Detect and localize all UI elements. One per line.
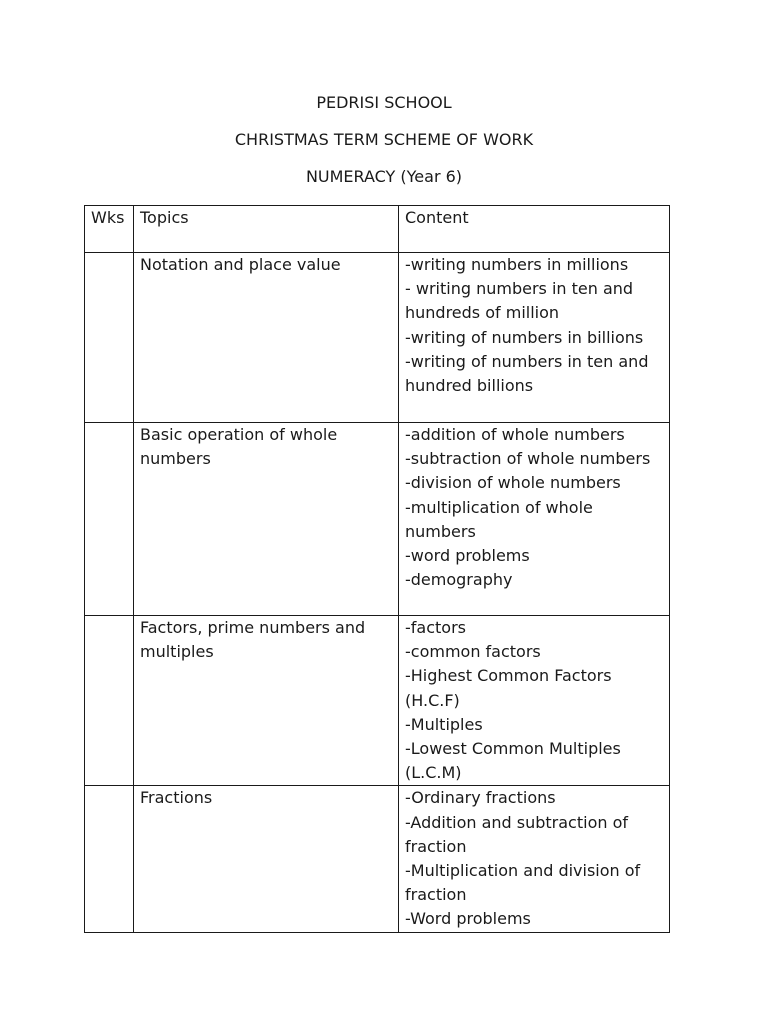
content-item: -writing of numbers in ten and hundred billions [405,351,649,396]
content-item: -Addition and subtraction of fraction [405,812,629,856]
content-item: -division of whole numbers [405,473,621,493]
content-item: - writing numbers in ten and hundreds of million [405,279,634,323]
week-cell [85,786,134,932]
week-cell [85,253,134,423]
content-item: -Word problems [405,909,531,929]
content-item: -Multiplication and division of fraction [405,861,641,905]
table-body [85,253,670,933]
topic-cell: Fractions [134,786,399,932]
content-item: -Multiples [405,714,483,734]
content-item: -Lowest Common Multiples (L.C.M) [405,739,621,783]
weeks-column-header: Wks [85,206,134,253]
content-item: -demography [405,570,513,590]
topic-cell: Basic operation of whole numbers [134,423,399,616]
content-item: -subtraction of whole numbers [405,449,651,469]
school-name: PEDRISI SCHOOL [316,93,452,112]
content-item: -factors [405,618,466,637]
table-row [85,423,670,616]
table-row [85,253,670,423]
content-item: -addition of whole numbers [405,425,625,444]
topic-cell: Factors, prime numbers and multiples [134,616,399,786]
table-header-row [85,206,670,253]
table-row [85,786,670,932]
content-cell [399,616,670,786]
content-item: -writing of numbers in billions [405,327,644,347]
document-title: CHRISTMAS TERM SCHEME OF WORK [234,130,534,149]
content-item: -common factors [405,642,541,662]
content-item: -multiplication of whole numbers [405,497,593,541]
content-item: -Highest Common Factors (H.C.F) [405,666,612,710]
scheme-of-work-table [84,205,670,933]
topic-cell: Notation and place value [134,253,399,423]
content-cell [399,253,670,423]
subject-title: NUMERACY (Year 6) [305,167,463,186]
content-column-header: Content [399,206,670,253]
week-cell [85,616,134,786]
content-cell [399,786,670,932]
content-item: -word problems [405,546,530,566]
week-cell [85,423,134,616]
content-item: -Ordinary fractions [405,788,556,808]
table-row [85,616,670,786]
content-cell [399,423,670,616]
content-item: -writing numbers in millions [405,255,629,274]
topics-column-header: Topics [134,206,399,253]
